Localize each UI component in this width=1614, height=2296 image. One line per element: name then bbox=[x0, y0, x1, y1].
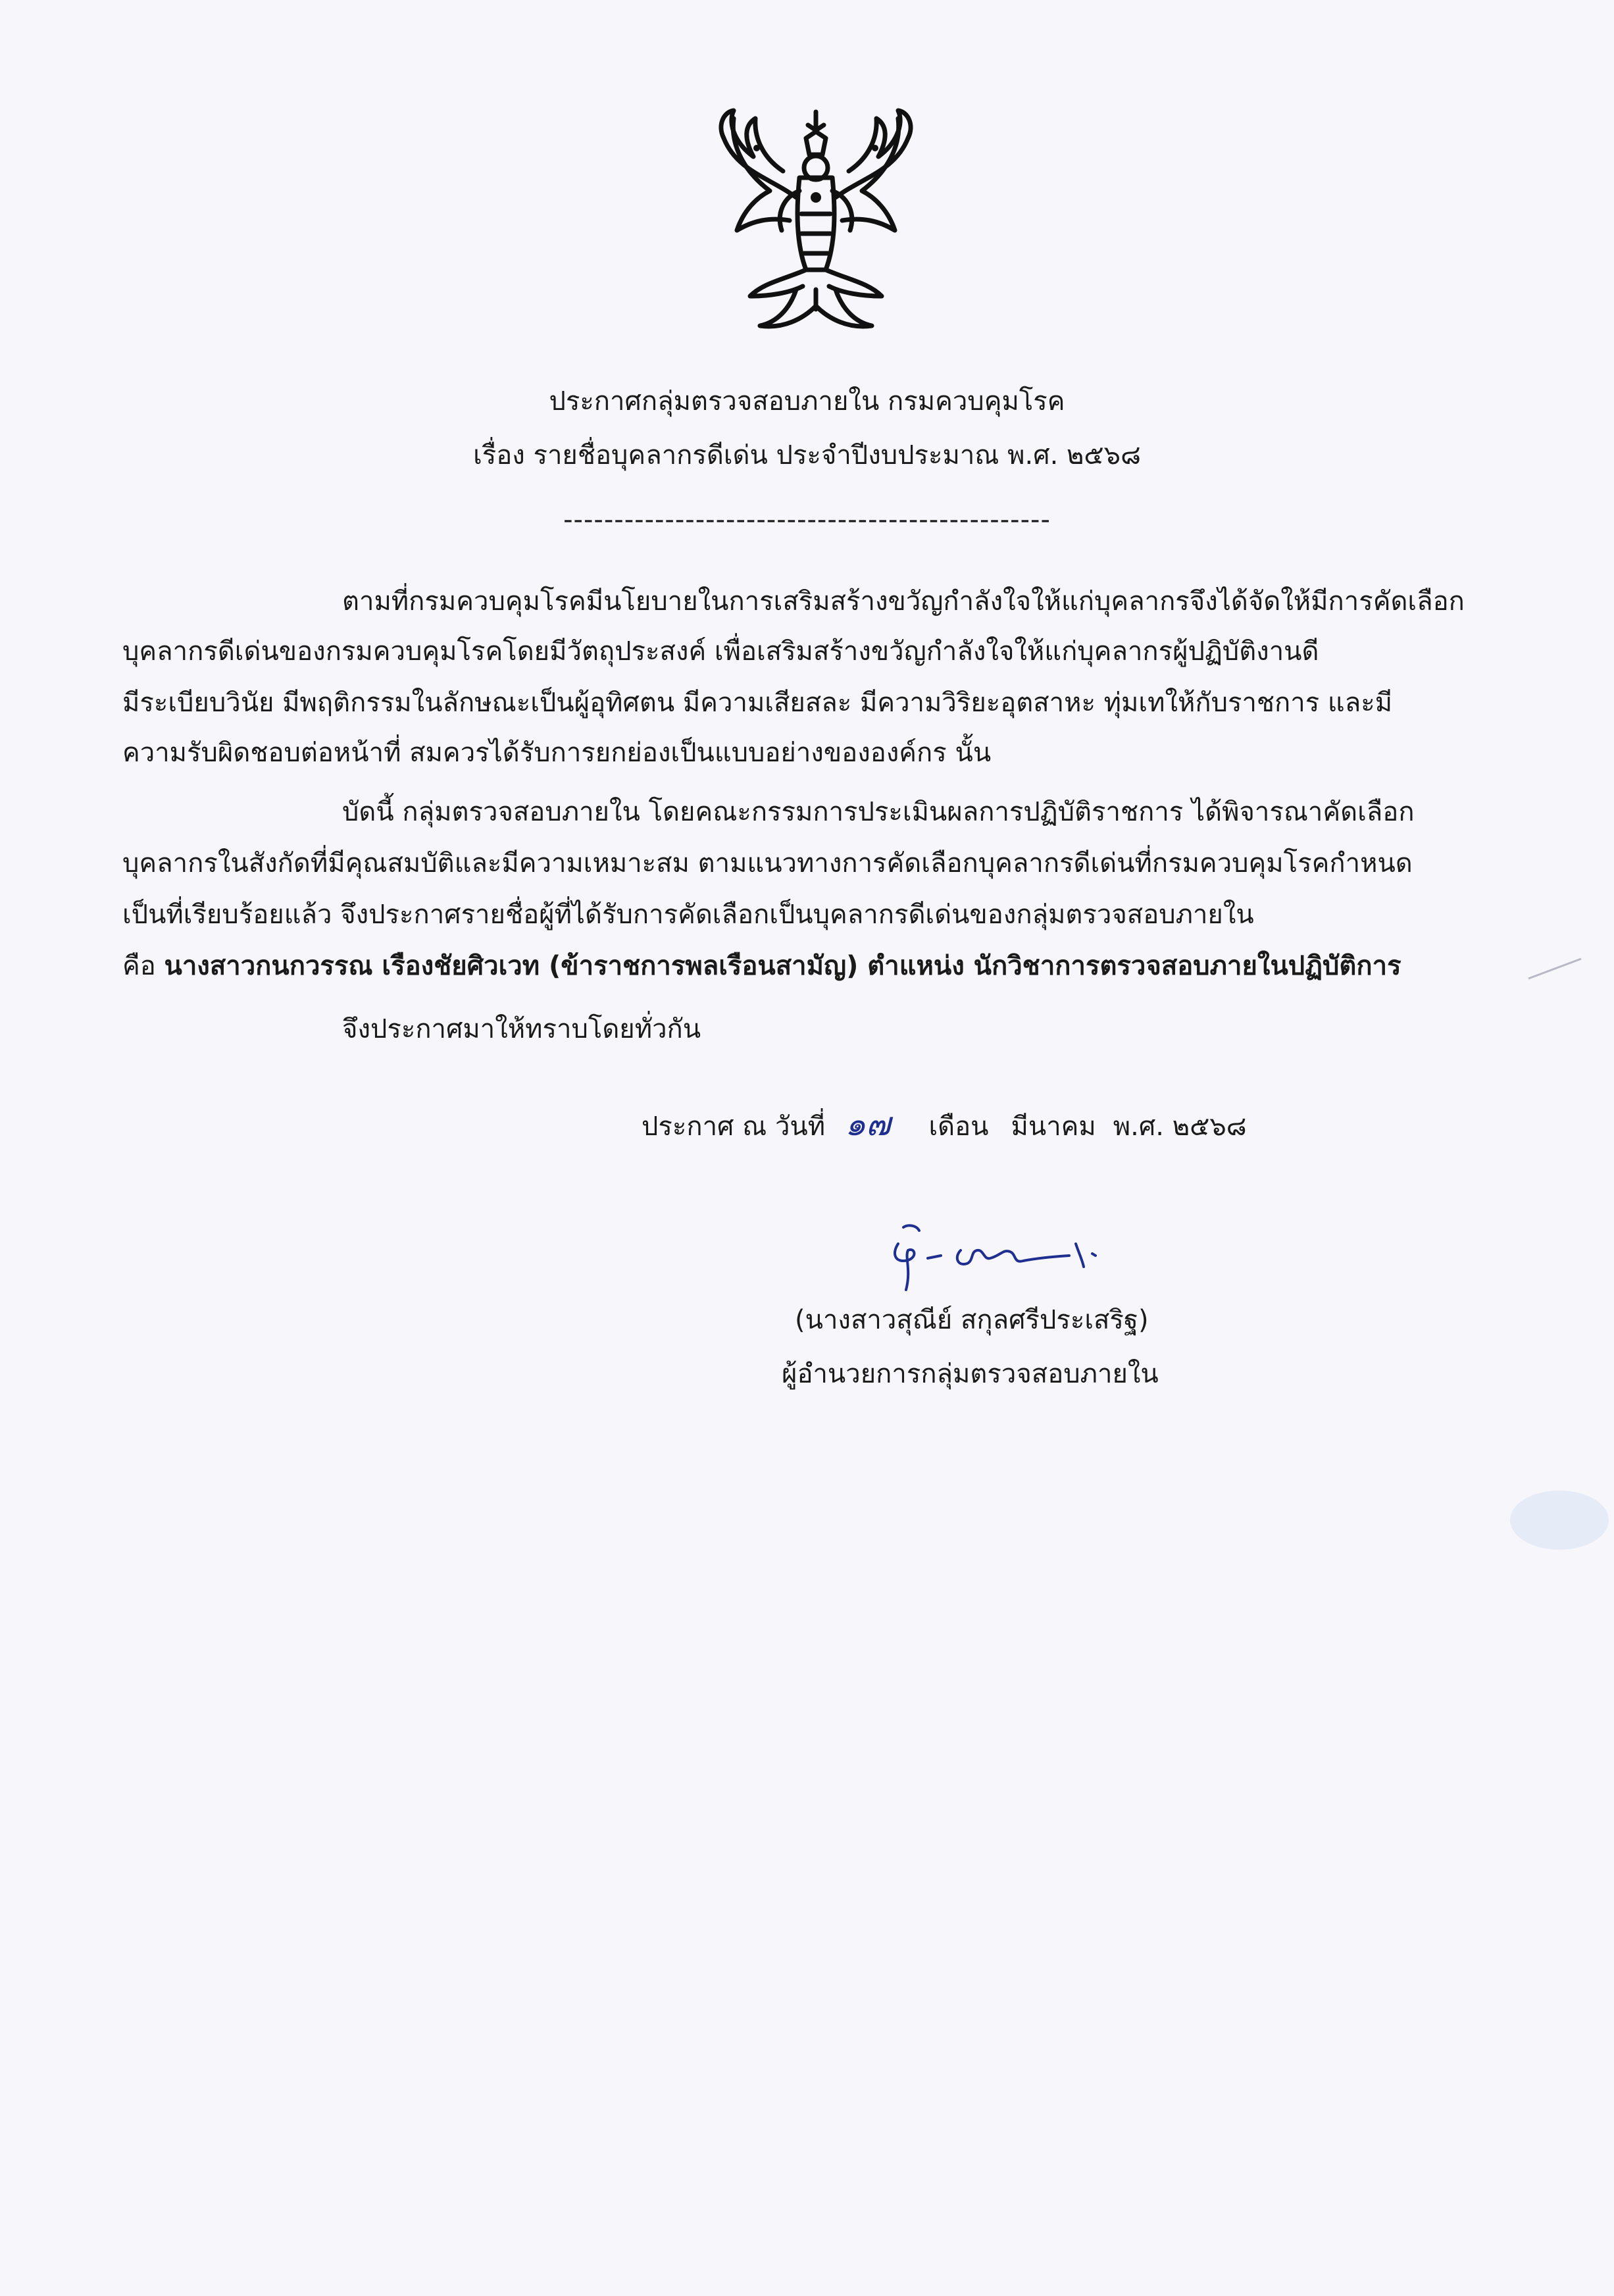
paragraph-1-line-1: ตามที่กรมควบคุมโรคมีนโยบายในการเสริมสร้างขวัญกำลังใจให้แก่บุคลากรจึงได้จัดให้มีการคัดเลือก bbox=[342, 586, 1465, 617]
paragraph-1-line-4: ความรับผิดชอบต่อหน้าที่ สมควรได้รับการยกย่องเป็นแบบอย่างขององค์กร นั้น bbox=[122, 738, 992, 768]
awardee-prefix: คือ bbox=[122, 951, 164, 981]
paragraph-2-line-1: บัดนี้ กลุ่มตรวจสอบภายใน โดยคณะกรรมการประเมินผลการปฏิบัติราชการ ได้พิจารณาคัดเลือก bbox=[342, 797, 1415, 827]
paragraph-2-line-3: เป็นที่เรียบร้อยแล้ว จึงประกาศรายชื่อผู้ที่ได้รับการคัดเลือกเป็นบุคลากรดีเด่นของกลุ่มตรวจสอบภายใน bbox=[122, 900, 1254, 930]
paragraph-2-line-2: บุคลากรในสังกัดที่มีคุณสมบัติและมีความเหมาะสม ตามแนวทางการคัดเลือกบุคลากรดีเด่นที่กรมควบคุมโรคกำหนด bbox=[122, 848, 1413, 879]
month-label: เดือน bbox=[928, 1111, 989, 1142]
signatory-position: ผู้อำนวยการกลุ่มตรวจสอบภายใน bbox=[782, 1359, 1159, 1389]
announcement-subject: เรื่อง รายชื่อบุคลากรดีเด่น ประจำปีงบประมาณ พ.ศ. ๒๕๖๘ bbox=[473, 440, 1141, 471]
handwritten-signature bbox=[878, 1217, 1115, 1296]
paragraph-1-line-3: มีระเบียบวินัย มีพฤติกรรมในลักษณะเป็นผู้อุทิศตน มีความเสียสละ มีความวิริยะอุตสาหะ ทุ่มเทให้กับราชการ และมี bbox=[122, 688, 1393, 718]
awardee-name-and-position: นางสาวกนกวรรณ เรืองชัยศิวเวท (ข้าราชการพลเรือนสามัญ) ตำแหน่ง นักวิชาการตรวจสอบภายในปฏิบัติการ bbox=[164, 951, 1401, 981]
paragraph-1-line-2: บุคลากรดีเด่นของกรมควบคุมโรคโดยมีวัตถุประสงค์ เพื่อเสริมสร้างขวัญกำลังใจให้แก่บุคลากรผู้ปฏิบัติงานดี bbox=[122, 636, 1319, 667]
paragraph-2-line-4 bbox=[122, 948, 1401, 984]
scan-mark-blot bbox=[1494, 1481, 1612, 1560]
announcement-date bbox=[642, 1104, 1247, 1146]
garuda-emblem-icon bbox=[697, 99, 934, 342]
announcement-title: ประกาศกลุ่มตรวจสอบภายใน กรมควบคุมโรค bbox=[549, 386, 1065, 417]
handwritten-day: ๑๗ bbox=[845, 1105, 891, 1143]
month-value: มีนาคม bbox=[1011, 1111, 1096, 1142]
scan-mark-line bbox=[1525, 956, 1584, 982]
year-value: พ.ศ. ๒๕๖๘ bbox=[1113, 1111, 1247, 1142]
signatory-name: (นางสาวสุณีย์ สกุลศรีประเสริฐ) bbox=[795, 1305, 1149, 1335]
title-divider: ------------------------------------------------ bbox=[563, 505, 1051, 535]
closing-statement: จึงประกาศมาให้ทราบโดยทั่วกัน bbox=[342, 1014, 701, 1044]
date-prefix: ประกาศ ณ วันที่ bbox=[642, 1111, 826, 1142]
